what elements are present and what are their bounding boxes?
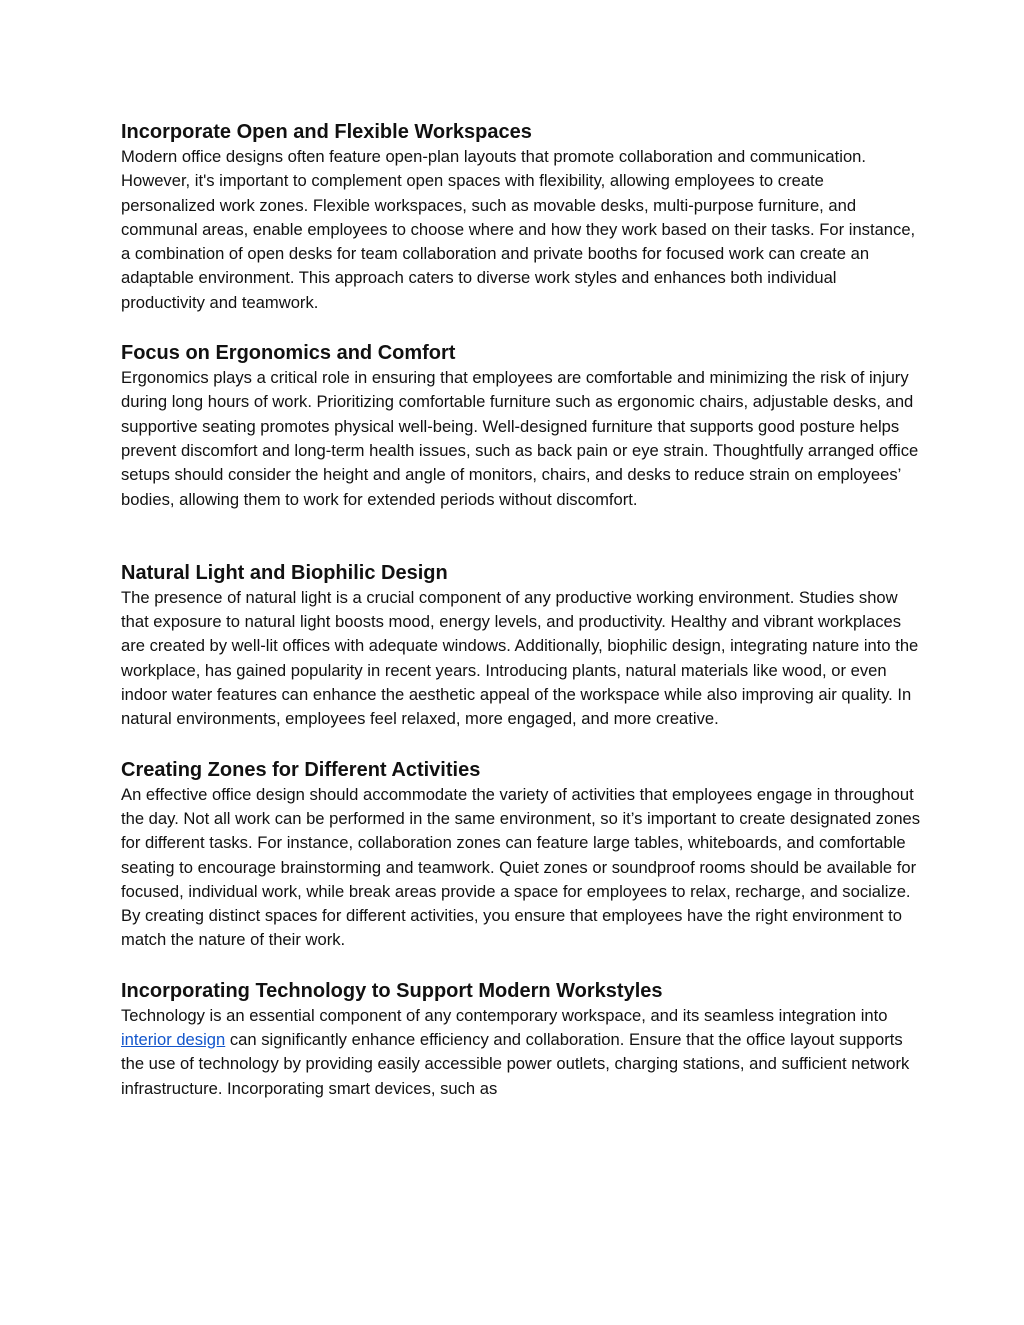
interior-design-link[interactable]: interior design (121, 1030, 226, 1050)
section-body: An effective office design should accommodate the variety of activities that employees engage in throughout the day. Not all work can be performed in the same environment, so it’s important to create designated zones for different tasks. For instance, collaboration zones can feature large tables, whiteboards, and comfortable seating to encourage brainstorming and teamwork. Quiet zones or soundproof rooms should be available for focused, individual work, while break areas provide a space for employees to relax, recharge, and socialize. By creating distinct spaces for different activities, you ensure that employees have the right environment to match the nature of their work. (121, 784, 921, 950)
section-body: Modern office designs often feature open-plan layouts that promote collaboration and communication. However, it's important to complement open spaces with flexibility, allowing employees to create personalized work zones. Flexible workspaces, such as movable desks, multi-purpose furniture, and communal areas, enable employees to choose where and how they work based on their tasks. For instance, a combination of open desks for team collaboration and private booths for focused work can create an adaptable environment. This approach caters to diverse work styles and enhances both individual productivity and teamwork. (121, 147, 916, 312)
section-open-flexible-workspaces (121, 118, 921, 315)
section-spacer (121, 512, 921, 559)
section-spacer (121, 315, 921, 339)
section-heading: Natural Light and Biophilic Design (121, 561, 448, 584)
section-body (121, 1004, 921, 1101)
section-heading: Incorporating Technology to Support Modern Workstyles (121, 979, 663, 1002)
section-activity-zones (121, 756, 921, 953)
section-natural-light-biophilic (121, 559, 921, 732)
body-text-before-link: Technology is an essential component of any contemporary workspace, and its seamless integration into (121, 1005, 888, 1025)
document-page (121, 118, 921, 1101)
section-body: Ergonomics plays a critical role in ensuring that employees are comfortable and minimizing the risk of injury during long hours of work. Prioritizing comfortable furniture such as ergonomic chairs, adjustable desks, and supportive seating promotes physical well-being. Well-designed furniture that supports good posture helps prevent discomfort and long-term health issues, such as back pain or eye strain. Thoughtfully arranged office setups should consider the height and angle of monitors, chairs, and desks to reduce strain on employees’ bodies, allowing them to work for extended periods without discomfort. (121, 368, 919, 509)
section-heading: Focus on Ergonomics and Comfort (121, 342, 456, 365)
section-spacer (121, 953, 921, 977)
section-heading: Incorporate Open and Flexible Workspaces (121, 121, 532, 143)
section-technology-workstyles (121, 977, 921, 1101)
section-spacer (121, 732, 921, 756)
body-text-after-link: can significantly enhance efficiency and collaboration. Ensure that the office layout supports the use of technology by providing easily accessible power outlets, charging stations, and sufficient network infrastructure. Incorporating smart devices, such as (121, 1030, 910, 1098)
section-body: The presence of natural light is a crucial component of any productive working environment. Studies show that exposure to natural light boosts mood, energy levels, and productivity. Healthy and vibrant workplaces are created by well-lit offices with adequate windows. Additionally, biophilic design, integrating nature into the workplace, has gained popularity in recent years. Introducing plants, natural materials like wood, or even indoor water features can enhance the aesthetic appeal of the workspace while also improving air quality. In natural environments, employees feel relaxed, more engaged, and more creative. (121, 587, 919, 729)
section-ergonomics-comfort (121, 339, 921, 512)
section-heading: Creating Zones for Different Activities (121, 758, 481, 781)
